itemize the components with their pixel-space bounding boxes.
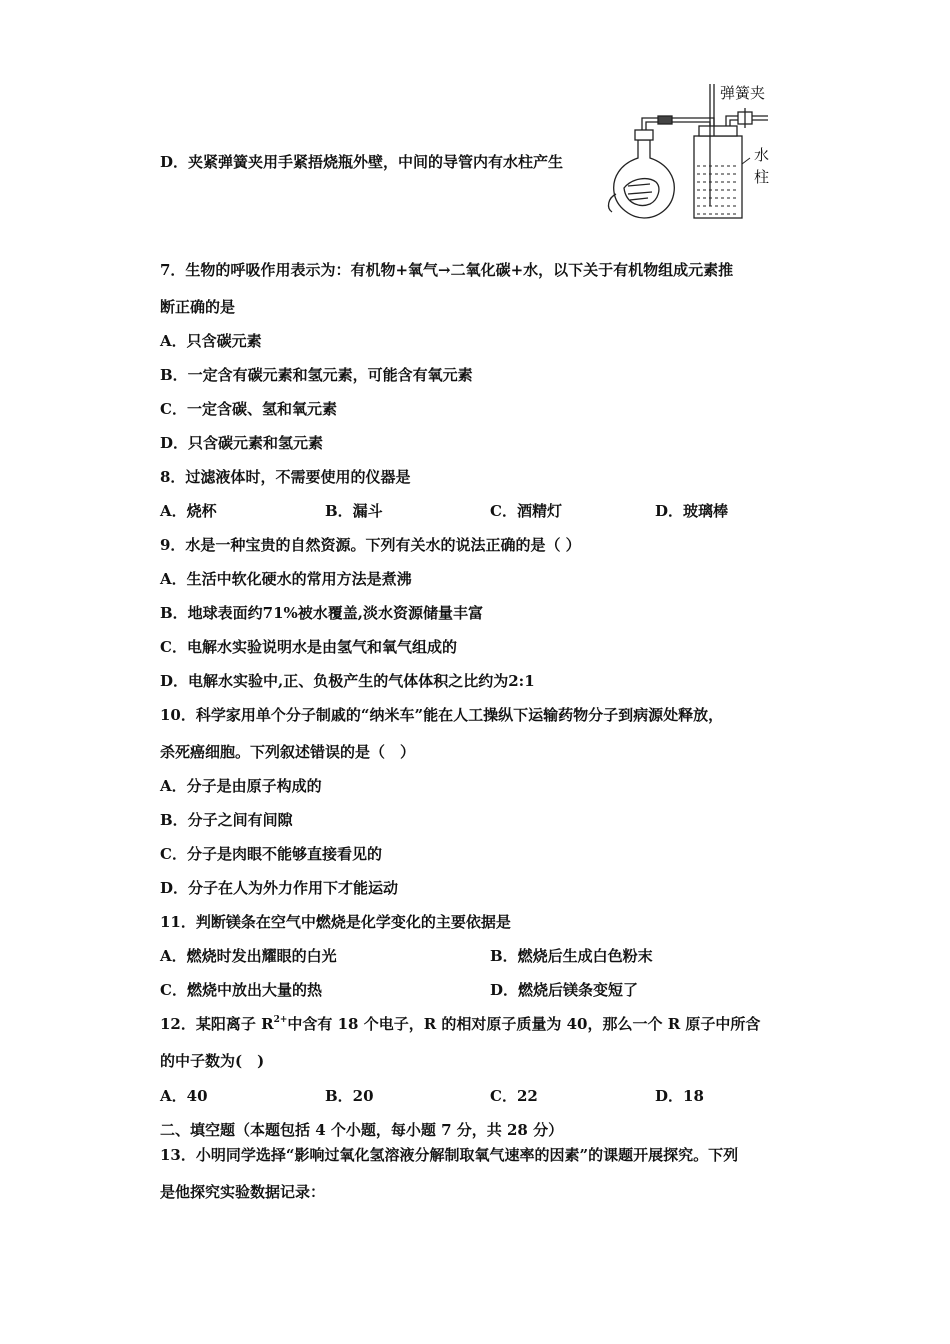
q9-option-d: D．电解水实验中,正、负极产生的气体体积之比约为2:1 xyxy=(160,672,535,690)
q9-option-b: B．地球表面约71%被水覆盖,淡水资源储量丰富 xyxy=(160,604,484,622)
apparatus-figure xyxy=(598,78,788,226)
q9-stem: 9．水是一种宝贵的自然资源。下列有关水的说法正确的是（ ） xyxy=(160,536,581,554)
q12-option-b: B．20 xyxy=(325,1087,374,1105)
q10-option-a: A．分子是由原子构成的 xyxy=(160,777,322,795)
q8-option-a: A．烧杯 xyxy=(160,502,217,520)
q12-option-a: A．40 xyxy=(160,1087,208,1105)
q7-option-b: B．一定含有碳元素和氢元素，可能含有氧元素 xyxy=(160,366,473,384)
section-2-heading: 二、填空题（本题包括 4 个小题，每小题 7 分，共 28 分） xyxy=(160,1121,564,1139)
q12-charge: 2+ xyxy=(273,1015,288,1025)
q11-option-d: D．燃烧后镁条变短了 xyxy=(490,981,639,999)
q11-option-b: B．燃烧后生成白色粉末 xyxy=(490,947,653,965)
q8-stem: 8．过滤液体时，不需要使用的仪器是 xyxy=(160,468,411,486)
q7-option-c: C．一定含碳、氢和氧元素 xyxy=(160,400,337,418)
q10-option-d: D．分子在人为外力作用下才能运动 xyxy=(160,879,399,897)
q9-option-c: C．电解水实验说明水是由氢气和氧气组成的 xyxy=(160,638,457,656)
q7-stem-2: 断正确的是 xyxy=(160,298,236,316)
q13-stem-2: 是他探究实验数据记录： xyxy=(160,1183,326,1201)
clip-label: 弹簧夹 xyxy=(720,84,766,102)
q12-stem-post: 中含有 18 个电子，R 的相对原子质量为 40，那么一个 R 原子中所含 xyxy=(287,1015,761,1033)
q11-option-c: C．燃烧中放出大量的热 xyxy=(160,981,322,999)
q12-stem-pre: 12．某阳离子 R xyxy=(160,1015,274,1033)
q12-option-c: C．22 xyxy=(490,1087,538,1105)
q13-stem-1: 13．小明同学选择“影响过氧化氢溶液分解制取氧气速率的因素”的课题开展探究。下列 xyxy=(160,1146,739,1164)
q10-stem-1: 10．科学家用单个分子制戚的“纳米车”能在人工操纵下运输药物分子到病源处释放， xyxy=(160,706,724,724)
q12-stem-2: 的中子数为( ) xyxy=(160,1052,265,1070)
q9-option-a: A．生活中软化硬水的常用方法是煮沸 xyxy=(160,570,412,588)
q10-stem-2: 杀死癌细胞。下列叙述错误的是（ ） xyxy=(160,743,416,761)
q12-option-d: D．18 xyxy=(655,1087,704,1105)
water-label-1: 水 xyxy=(754,146,770,164)
q12-stem-1 xyxy=(160,1014,760,1034)
q10-option-c: C．分子是肉眼不能够直接看见的 xyxy=(160,845,382,863)
water-label-2: 柱 xyxy=(754,168,770,186)
q11-option-a: A．燃烧时发出耀眼的白光 xyxy=(160,947,337,965)
q8-option-b: B．漏斗 xyxy=(325,502,383,520)
q10-option-b: B．分子之间有间隙 xyxy=(160,811,293,829)
q7-option-d: D．只含碳元素和氢元素 xyxy=(160,434,324,452)
q7-stem-1: 7．生物的呼吸作用表示为：有机物+氧气→二氧化碳+水，以下关于有机物组成元素推 xyxy=(160,261,734,279)
q8-option-c: C．酒精灯 xyxy=(490,502,562,520)
q7-option-a: A．只含碳元素 xyxy=(160,332,262,350)
q11-stem: 11．判断镁条在空气中燃烧是化学变化的主要依据是 xyxy=(160,913,511,931)
q8-option-d: D．玻璃棒 xyxy=(655,502,729,520)
q6-option-d: D．夹紧弹簧夹用手紧捂烧瓶外壁，中间的导管内有水柱产生 xyxy=(160,153,564,171)
